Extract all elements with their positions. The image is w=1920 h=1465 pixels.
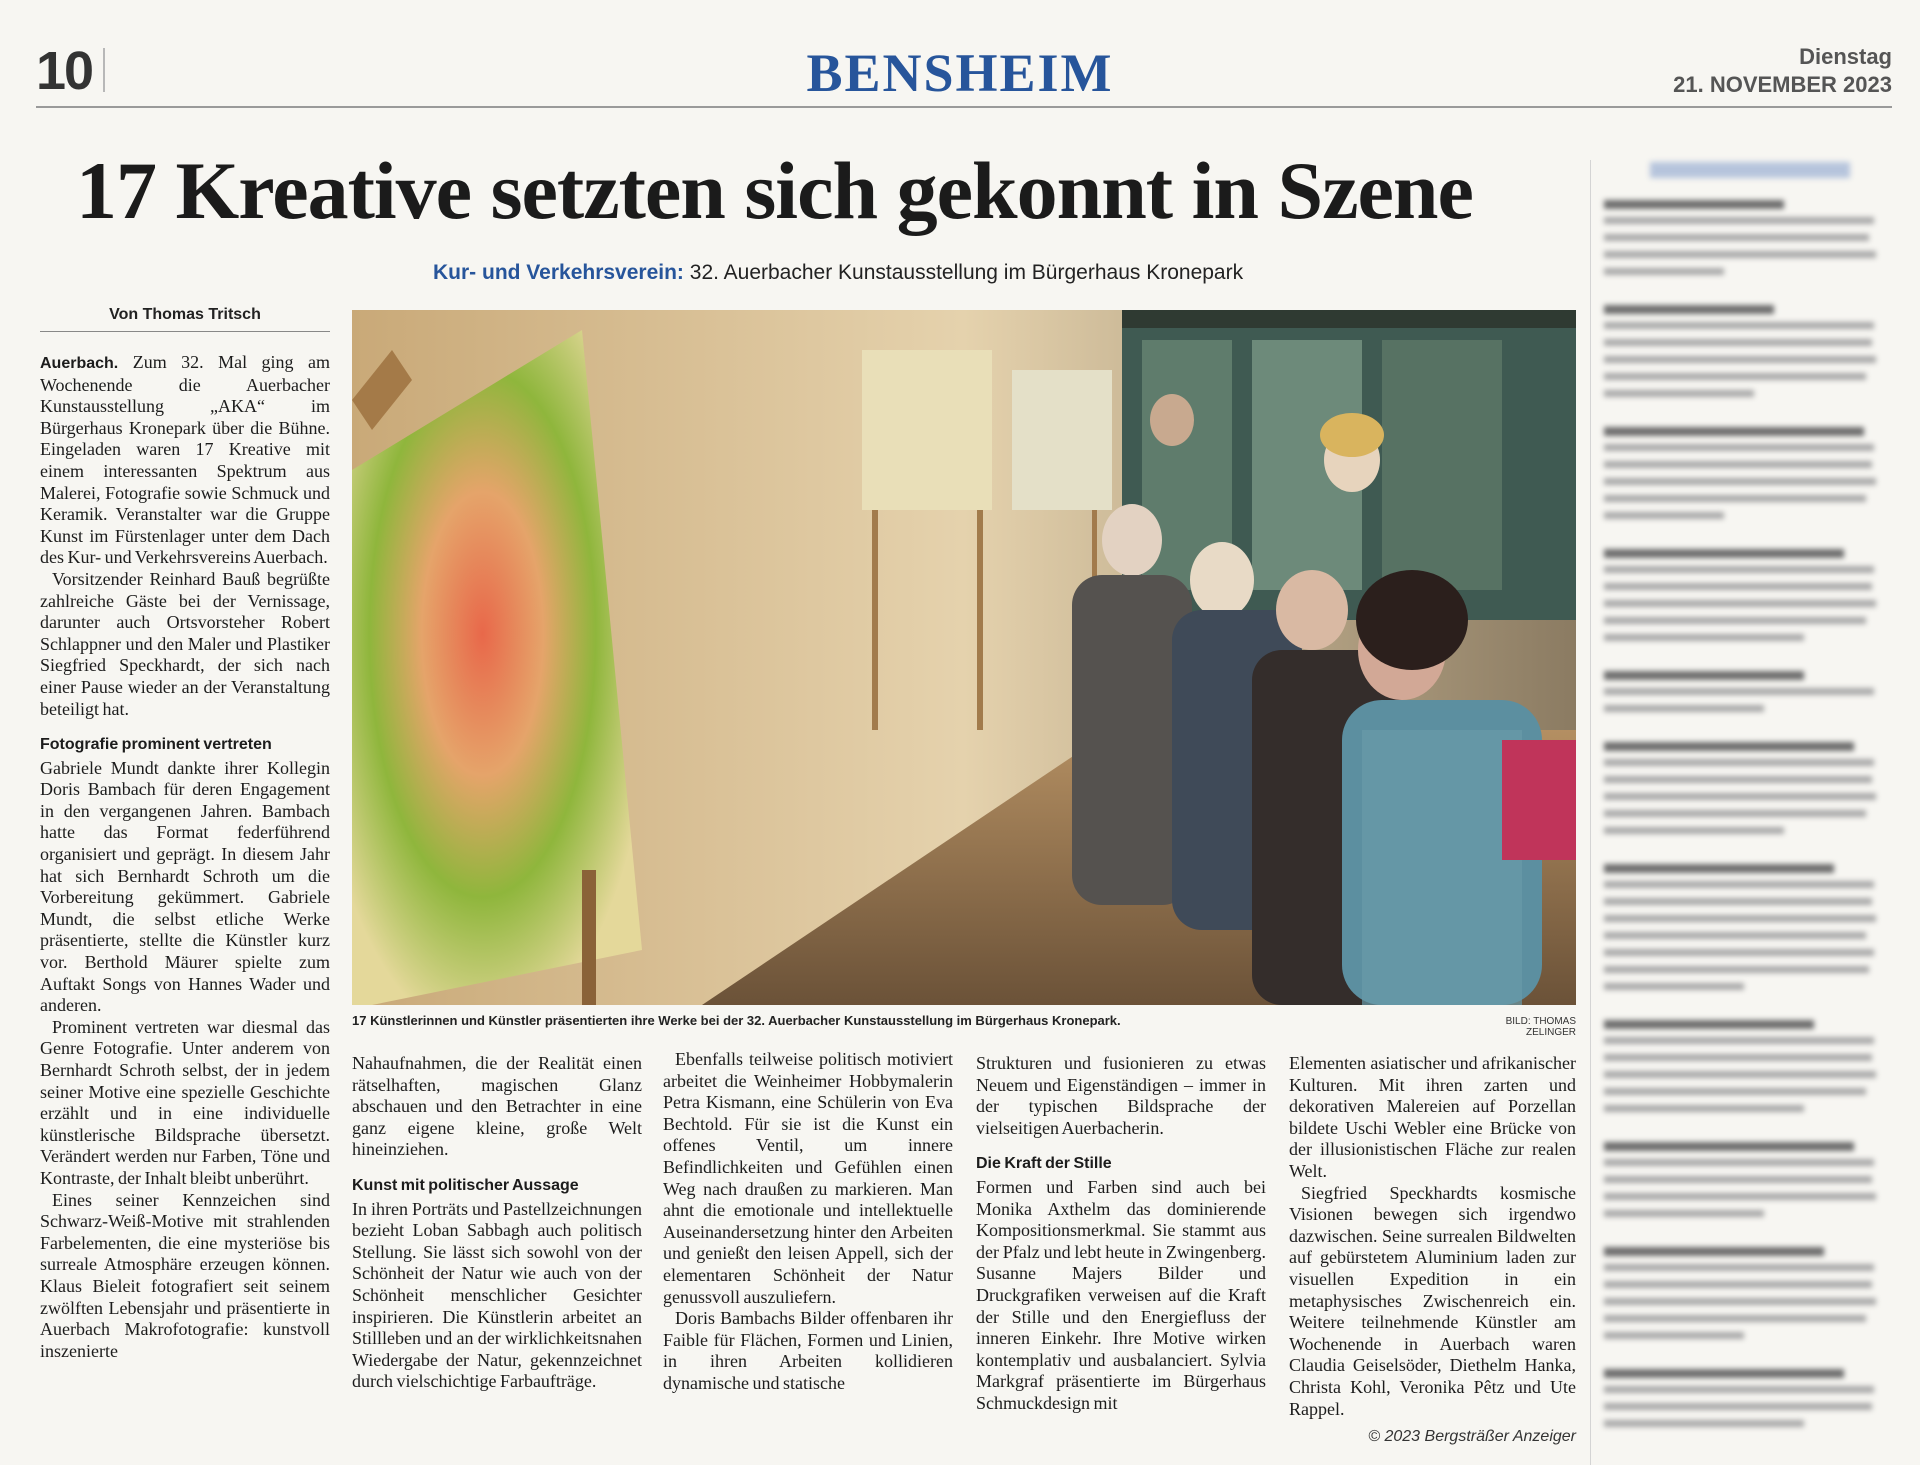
article-column-2 (352, 1053, 642, 1393)
paragraph: Doris Bambachs Bilder offenbaren ihr Faible für Flächen, Formen und Linien, in ihren Arbeiten kollidieren dynamische und statische (663, 1308, 953, 1393)
paragraph: Strukturen und fusionieren zu etwas Neuem und Eigenständigen – immer in der typischen Bildsprache der vielseitigen Auerbacherin. (976, 1053, 1266, 1138)
article-subheadline (433, 261, 1243, 285)
paragraph: Prominent vertreten war diesmal das Genre Fotografie. Unter anderem von Bernhardt Schroth selbst, der in jedem seiner Motive eine spezielle Geschichte erzählt und in eine individuelle künstlerische Bildsprache übersetzt. Verändert werden nur Farben, Töne und Kontraste, der Inhalt bleibt unberührt. (40, 1016, 330, 1188)
photo-credit: BILD: THOMAS ZELINGER (1505, 1016, 1576, 1038)
section-title: BENSHEIM (806, 43, 1114, 103)
paragraph: Elementen asiatischer und afrikanischer Kulturen. Mit ihren zarten und dekorativen Malereien auf Porzellan bildete Uschi Webler eine Brücke von der illusionistischen Fläche zur realen Welt. (1289, 1053, 1576, 1181)
article-photo (352, 310, 1576, 1005)
paragraph: In ihren Porträts und Pastellzeichnungen bezieht Loban Sabbagh auch politisch Stellung. Sie lässt sich sowohl von der Schönheit der Natur wie auch von der Schönheit menschlicher Gesichter inspirieren. Die Künstlerin arbeitet an Stillleben und an der wirklichkeitsnahen Wiedergabe der Natur, gekennzeichnet durch vielschichtige Farbaufträge. (352, 1198, 642, 1392)
paragraph: Nahaufnahmen, die der Realität einen rätselhaften, magischen Glanz abschauen und den Betrachter in eine ganz eigene kleine, große Welt hineinziehen. (352, 1053, 642, 1160)
article-headline: 17 Kreative setzten sich gekonnt in Szene (76, 145, 1473, 236)
article-column-1 (40, 352, 330, 1362)
article-column-4 (976, 1053, 1266, 1415)
article-column-5 (1289, 1053, 1576, 1420)
paragraph: Ebenfalls teilweise politisch motiviert arbeitet die Weinheimer Hobbymalerin Petra Kismann, eine Schülerin von Eva Bechtold. Für sie ist die Kunst ein offenes Ventil, um innere Befindlichkeiten und Gefühlen einen Weg nach draußen zu markieren. Man ahnt die emotionale und intellektuelle Auseinandersetzung hinter den Arbeiten und genießt den leisen Appell, sich der elementaren Schönheit der Natur genussvoll auszuliefern. (663, 1049, 953, 1307)
issue-weekday: Dienstag (1799, 44, 1892, 69)
paragraph: Siegfried Speckhardts kosmische Visionen bewegen sich irgendwo dazwischen. Seine surrealen Bildwelten auf gebürstetem Aluminium laden zur visuellen Expedition in ein metaphysisches Zwischenreich ein. Weitere teilnehmende Künstler am Wochenende in Auerbach waren Claudia Geiselsöder, Diethelm Hanka, Christa Kohl, Veronika Pêtz und Ute Rappel. (1289, 1182, 1576, 1419)
paragraph: Zum 32. Mal ging am Wochenende die Auerbacher Kunstausstellung „AKA“ im Bürgerhaus Kronepark über die Bühne. Eingeladen waren 17 Kreative mit einem interessanten Spektrum aus Malerei, Fotografie sowie Schmuck und Keramik. Veranstalter war die Gruppe Kunst im Fürstenlager unter dem Dach des Kur- und Verkehrsvereins Auerbach. (40, 352, 330, 568)
paragraph: Formen und Farben sind auch bei Monika Axthelm das dominierende Kompositionsmerkmal. Sie stammt aus der Pfalz und lebt heute in Zwingenberg. Susanne Majers Bilder und Druckgrafiken verweisen auf die Kraft der Stille und den Energiefluss der inneren Einkehr. Ihre Motive wirken kontemplativ und ausbalanciert. Sylvia Markgraf präsentierte im Bürgerhaus Schmuckdesign mit (976, 1176, 1266, 1413)
copyright-notice: © 2023 Bergsträßer Anzeiger (1368, 1428, 1576, 1445)
subheading: Kunst mit politischer Aussage (352, 1176, 579, 1194)
article-dateline: Auerbach. (40, 355, 119, 372)
paragraph: Eines seiner Kennzeichen sind Schwarz-Weiß-Motive mit strahlenden Farbelementen, die eine mysteriöse bis surreale Atmosphäre erzeugen können. Klaus Bieleit fotografiert seit seinem zwölften Lebensjahr und präsentierte in Auerbach Makrofotografie: kunstvoll inszenierte (40, 1189, 330, 1361)
subheading: Die Kraft der Stille (976, 1155, 1112, 1173)
header-rule (36, 106, 1892, 108)
byline-rule (40, 331, 330, 332)
article-column-3 (663, 1049, 953, 1395)
article-byline: Von Thomas Tritsch (109, 306, 261, 323)
issue-date: 21. NOVEMBER 2023 (1673, 72, 1892, 97)
blurred-sidebar-text (1604, 200, 1882, 1437)
page-number: 10 (36, 41, 93, 101)
exhibition-photo-illustration (352, 310, 1576, 1005)
photo-caption: 17 Künstlerinnen und Künstler präsentierten ihre Werke bei der 32. Auerbacher Kunstausstellung im Bürgerhaus Kronepark. (352, 1013, 1121, 1028)
paragraph: Gabriele Mundt dankte ihrer Kollegin Doris Bambach für deren Engagement in den vergangenen Jahren. Bambach hatte das Format federführend organisiert und geprägt. In diesem Jahr hat sich Bernhardt Schroth um die Vorbereitung gekümmert. Gabriele Mundt, die selbst etliche Werke präsentierte, stellte die Künstler kurz vor. Berthold Mäurer spielte zum Auftakt Songs von Hannes Wader und anderen. (40, 757, 330, 1016)
subheading: Fotografie prominent vertreten (40, 736, 272, 754)
article-subheadline-text: 32. Auerbacher Kunstausstellung im Bürgerhaus Kronepark (689, 261, 1244, 284)
article-kicker: Kur- und Verkehrsverein: (433, 261, 684, 284)
paragraph: Vorsitzender Reinhard Bauß begrüßte zahlreiche Gäste bei der Vernissage, darunter auch Ortsvorsteher Robert Schlappner und den Maler und Plastiker Siegfried Speckhardt, der sich nach einer Pause wieder an der Veranstaltung beteiligt hat. (40, 568, 330, 719)
blurred-sidebar-title (1650, 162, 1850, 178)
